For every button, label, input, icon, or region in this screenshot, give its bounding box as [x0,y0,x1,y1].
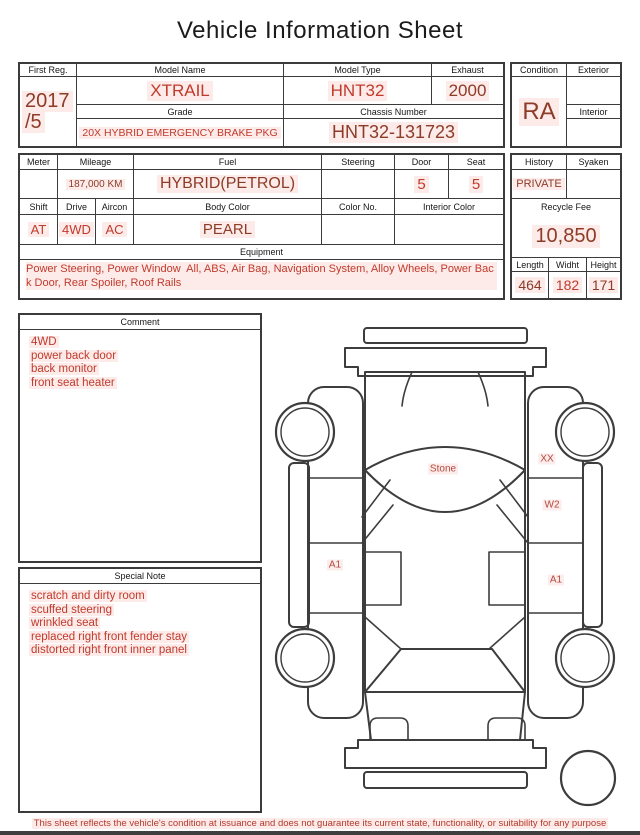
meter-header: Meter [20,155,58,170]
recycle-fee-header: Recycle Fee [540,202,592,212]
drive-value: 4WD [58,215,96,245]
grade-header: Grade [77,105,284,119]
bottom-edge-bar [0,831,640,835]
tailgate-recess-left [370,718,408,740]
damage-label-xx: XX [540,453,554,465]
exhaust-value: 2000 [432,77,503,105]
color-no-header: Color No. [322,199,395,215]
interior-color-header: Interior Color [395,199,503,215]
fuel-header: Fuel [134,155,322,170]
registration-table [18,62,505,148]
mileage-header: Mileage [58,155,134,170]
grade-value: 20X HYBRID EMERGENCY BRAKE PKG [77,119,284,146]
comment-line: front seat heater [31,376,115,389]
model-type-header: Model Type [284,64,432,77]
comment-line: back monitor [31,363,97,375]
model-name-value: XTRAIL [77,77,284,105]
comment-body [20,330,260,396]
page-title: Vehicle Information Sheet [176,17,463,44]
wheels [276,403,614,687]
special-note-line: scuffed steering [31,603,112,616]
rear-bumper-main-bar [345,740,546,768]
height-value: 171 [587,272,620,298]
body-color-header: Body Color [134,199,322,215]
condition-value: RA [512,77,567,146]
aircon-value: AC [96,215,134,245]
comment-header: Comment [20,315,260,330]
car-body-outline [365,372,525,740]
meter-value [20,170,58,199]
wheel-inner-rings [281,408,609,682]
door-value: 5 [395,170,449,199]
seat-header: Seat [449,155,503,170]
width-header: Widht [549,258,587,272]
syaken-header: Syaken [567,155,620,170]
chassis-number-value: HNT32-131723 [284,119,503,146]
windshield [365,447,525,512]
right-a-pillar [500,480,528,517]
seat-value: 5 [449,170,503,199]
damage-label-a1-left: A1 [328,559,342,571]
history-header: History [512,155,567,170]
hood-arch-left [402,372,412,406]
comment-line: power back door [31,349,117,362]
front-bumper-top-bar [364,328,527,343]
damage-label-a1-right: A1 [549,574,563,586]
interior-value [567,119,620,146]
first-reg-year: 2017 [22,91,73,112]
length-value: 464 [512,272,549,298]
length-header: Length [512,258,549,272]
shift-header: Shift [20,199,58,215]
history-fee-table [510,153,622,300]
left-door-opening [365,552,401,605]
damage-label-stone: Stone [429,463,457,475]
special-note-box [18,567,262,813]
exhaust-header: Exhaust [432,64,503,77]
exterior-value [567,77,620,105]
comment-box [18,313,262,563]
mileage-value: 187,000 KM [58,170,134,199]
body-color-value: PEARL [134,215,322,245]
model-type-value: HNT32 [284,77,432,105]
shift-value: AT [20,215,58,245]
interior-color-value [395,215,503,245]
left-a-pillar [362,480,390,517]
condition-table [510,62,622,148]
special-note-line: scratch and dirty room [31,590,145,602]
front-right-wheel [556,403,614,461]
rear-left-wheel [276,629,334,687]
special-note-line: replaced right front fender stay [31,630,187,643]
steering-header: Steering [322,155,395,170]
door-header: Door [395,155,449,170]
fuel-value: HYBRID(PETROL) [134,170,322,199]
recycle-fee-value: 10,850 [512,215,620,258]
left-c-pillar [365,617,401,649]
rear-right-wheel [556,629,614,687]
hood-arch-right [478,372,488,406]
details-table [18,153,505,300]
right-c-pillar [489,617,525,649]
model-name-header: Model Name [77,64,284,77]
damage-label-w2: W2 [544,499,560,511]
history-value: PRIVATE [512,170,567,199]
width-value: 182 [549,272,587,298]
equipment-value: Power Steering, Power Window All, ABS, Air Bag, Navigation System, Alloy Wheels, Power Back Door, Rear Spoiler, Roof Rails [20,260,503,298]
condition-header: Condition [512,64,567,77]
first-reg-value [20,77,77,146]
equipment-header: Equipment [20,245,503,260]
special-note-line: wrinkled seat [31,617,99,629]
interior-header: Interior [567,105,620,119]
comment-line: 4WD [31,336,57,348]
left-rocker-panel [289,463,309,627]
steering-value [322,170,395,199]
special-note-line: distorted right front inner panel [31,644,187,656]
aircon-header: Aircon [96,199,134,215]
front-left-wheel [276,403,334,461]
special-note-body [20,584,260,664]
right-door-opening [489,552,525,605]
exterior-header: Exterior [567,64,620,77]
rear-window [365,649,525,692]
chassis-number-header: Chassis Number [284,105,503,119]
first-reg-header: First Reg. [20,64,77,77]
first-reg-month: /5 [22,112,45,133]
disclaimer-text: This sheet reflects the vehicle's condition at issuance and does not guarantee its current state, functionality, or suitability for any purpose [33,818,607,829]
special-note-header: Special Note [20,569,260,584]
rear-bumper-bottom-bar [364,772,527,788]
drive-header: Drive [58,199,96,215]
color-no-value [322,215,395,245]
car-diagram [272,315,634,810]
spare-tire [561,751,615,805]
right-rocker-panel [583,463,602,627]
height-header: Height [587,258,620,272]
syaken-value [567,170,620,199]
